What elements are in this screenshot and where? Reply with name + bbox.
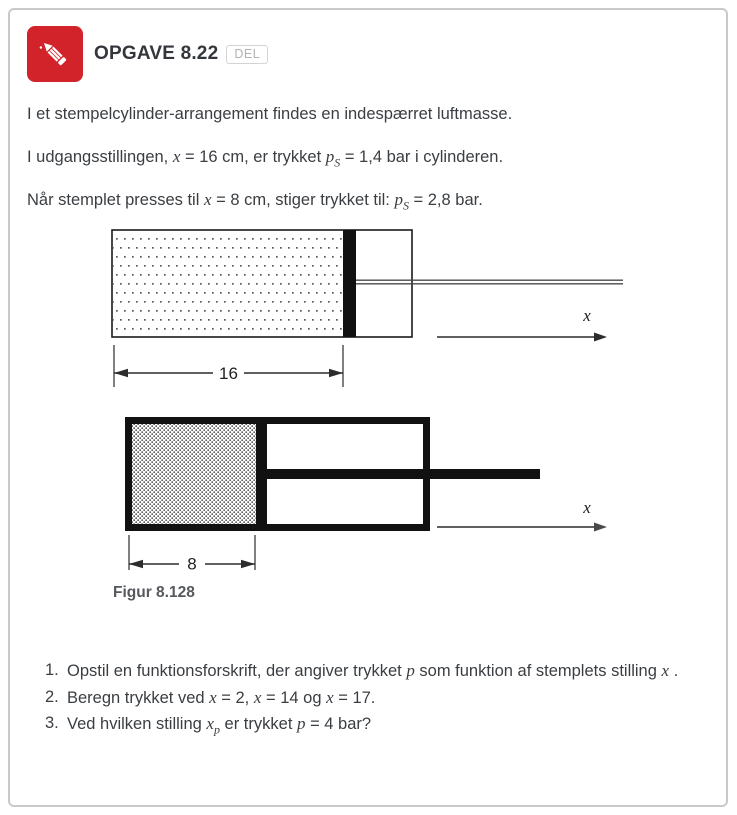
text-run: er trykket [219,715,297,733]
question-text [67,685,375,712]
text-run: = 1,4 bar i cylinderen. [340,148,504,166]
text-run: = 8 cm, stiger trykket til: [211,191,395,209]
question-list [45,658,706,738]
var-x: x [661,661,670,680]
initial-state-paragraph [27,146,706,168]
question-text [67,658,678,685]
text-run: = 4 bar? [305,715,372,733]
x-axis-label: x [583,498,591,517]
question-2 [45,685,706,712]
text-run: = 17. [333,688,376,707]
text-run: Beregn trykket ved [67,688,210,707]
piston-rod [267,469,540,479]
pencil-icon [37,36,73,72]
text-run: = 2, [216,688,254,707]
piston [256,424,267,524]
figure-8-128 [27,217,706,607]
question-3 [45,711,706,738]
question-number: 3. [45,714,59,732]
x-axis-arrowhead [594,333,607,342]
question-text [67,711,371,738]
var-p: p [394,190,403,209]
bottom-cylinder-diagram [125,417,607,574]
var-x: x [209,687,217,707]
var-p: p [296,714,306,733]
dimension-value: 16 [219,364,238,383]
text-run: I udgangsstillingen, [27,148,173,166]
text-run: = 16 cm, er trykket [180,148,326,166]
intro-paragraph [27,104,706,125]
text-run: = 2,8 bar. [408,191,483,209]
share-badge[interactable]: DEL [226,45,268,64]
dimension-arrow-right [329,369,343,378]
text-run: . [669,662,679,680]
var-x: x [203,190,212,209]
exercise-icon-box [27,26,83,82]
question-number: 1. [45,661,59,679]
var-x: x [172,147,181,166]
top-cylinder-diagram [112,230,623,387]
figure-caption: Figur 8.128 [113,584,195,601]
var-x: x [253,687,262,707]
var-p: p [325,147,335,166]
compressed-air-region [132,424,256,524]
piston-cylinder-diagram [27,217,727,607]
var-x-subscript: p [213,722,220,737]
var-p-subscript: S [402,198,409,213]
var-p-subscript: S [334,155,341,170]
var-x: x [326,687,334,707]
compressed-state-paragraph [27,189,706,211]
enclosed-air-region [113,231,342,336]
dimension-arrow-right [241,560,255,569]
text-run: Opstil en funktionsforskrift, der angiver trykket [67,662,407,680]
var-p: p [406,661,415,680]
text-run: Når stemplet presses til [27,191,204,209]
text-run: Ved hvilken stilling [67,715,207,733]
x-axis-arrowhead [594,523,607,532]
question-1 [45,658,706,685]
dimension-arrow-left [129,560,143,569]
text-run: I et stempelcylinder-arrangement findes en indespærret luftmasse. [27,105,513,123]
exercise-header [27,26,706,82]
exercise-card [8,8,728,807]
question-number: 2. [45,687,59,706]
x-axis-label: x [583,306,591,325]
var-x: x [206,714,214,733]
text-run: som funktion af stemplets stilling [414,662,662,680]
dimension-arrow-left [114,369,128,378]
piston [343,230,356,337]
text-run: = 14 og [261,688,327,707]
dimension-value: 8 [187,554,197,574]
exercise-title: OPGAVE 8.22 [94,43,219,64]
